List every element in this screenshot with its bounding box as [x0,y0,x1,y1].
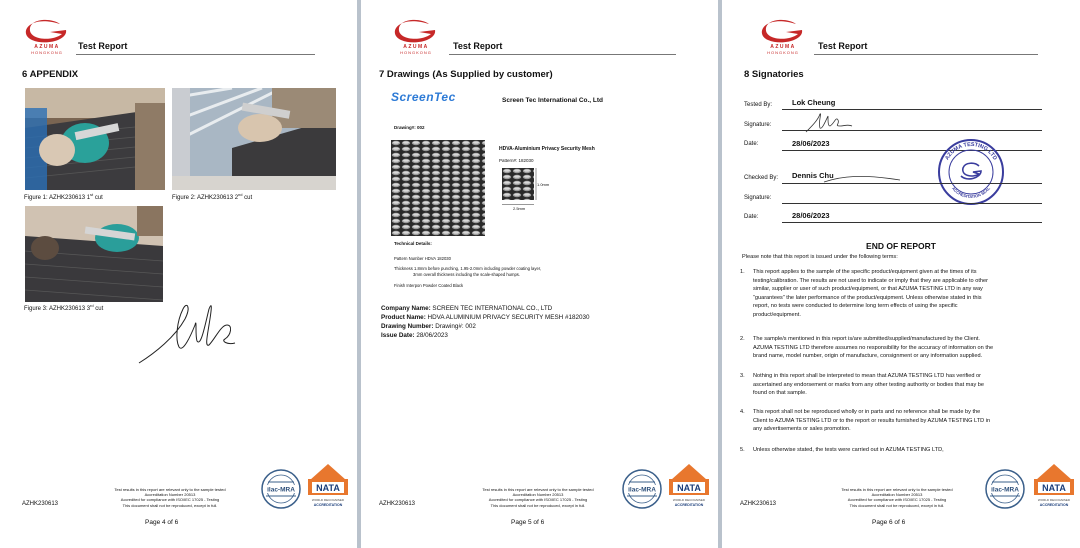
header-divider [814,54,1038,55]
report-page-6 [722,0,1080,548]
logo-text: AZUMA [403,44,429,50]
section-heading: 6 APPENDIX [22,69,79,80]
svg-text:WORLD RECOGNISED: WORLD RECOGNISED [672,498,706,502]
mesh-pattern-image [391,140,485,236]
svg-text:ilac-MRA: ilac-MRA [991,486,1019,494]
checked-by-name: Dennis Chu [792,171,834,180]
signature-line [782,109,1042,110]
signature-line [782,130,1042,131]
term-clause: 4. This report shall not be reproduced wholly or in parts and no reference shall be made by the Client to AZUMA TESTING LTD or to the report or results furnished by AZUMA TESTING LTD in any advertisements or sales promotion. [740,409,991,432]
header-divider [449,54,676,55]
tech-heading: Technical Details: [394,241,432,246]
tested-date: 28/06/2023 [792,139,830,148]
azuma-g-icon [22,18,72,44]
nata-logo [1032,462,1076,510]
header-divider [76,54,315,55]
tested-by-name: Lok Cheung [792,98,836,107]
svg-text:WORLD RECOGNISED: WORLD RECOGNISED [311,498,345,502]
page-number: Page 5 of 6 [511,519,545,526]
signature-label: Signature: [744,195,772,201]
report-id: AZHK230613 [22,501,59,507]
tech-line: 3mm overall thickness including the scale-shaped humps. [413,272,521,277]
svg-text:ACCREDITATION: ACCREDITATION [1039,503,1069,507]
term-clause: 3. Nothing in this report shall be interpreted to mean that AZUMA TESTING LTD has verified or ascertained any endorsement or marks from any other testing authority or bodies that may be found on that sample. [740,373,985,396]
figure-1-caption: Figure 1: AZHK230613 1st cut [24,192,103,201]
azuma-logo [22,18,72,58]
report-id: AZHK230613 [740,501,777,507]
brand-name: Screen Tec International Co., Ltd [502,97,604,104]
footer-note: Test results in this report are relevant only to the sample tested Accreditation Number 20513 Accredited for compliance with ISO/IEC 17025 - Testing This document shall not be reproduced, except in full. [841,486,953,508]
azuma-g-icon [758,18,808,44]
section-heading: 7 Drawings (As Supplied by customer) [379,69,553,80]
svg-text:ilac-MRA: ilac-MRA [628,486,656,494]
svg-text:NATA: NATA [677,483,701,493]
tech-line: Finish Interpon Powder Coated Black [394,283,464,288]
term-clause: 1. This report applies to the sample of the specific product/equipment given at the times of its testing/calibration. The results are not used to indicate or imply that they are applicable to other similar, supplier or user of such product/equipment, or that AZUMA TESTING LTD in any way “guarantees” the later performance of the product/equipment. Unless otherwise stated in this report, no tests were conducted to determine long term effects of using the specific product/equipment. [740,269,988,318]
figure-3-caption: Figure 3: AZHK230613 3rd cut [24,303,104,312]
mesh-title: HDVA-Aluminium Privacy Security Mesh [499,146,595,152]
tested-by-label: Tested By: [744,102,773,108]
handwritten-signature [135,295,245,367]
info-company: Company Name: SCREEN TEC INTERNATIONAL CO., LTD [381,305,553,312]
date-label: Date: [744,141,759,147]
page-number: Page 6 of 6 [872,519,906,526]
nata-logo [306,462,350,510]
info-issue-date: Issue Date: 28/06/2023 [381,332,448,339]
report-page-5 [361,0,718,548]
drawing-number: Drawing#: 002 [394,125,425,130]
svg-text:NATA: NATA [316,483,340,493]
signature-line [782,222,1042,223]
report-page-4 [0,0,357,548]
svg-text:ACCREDITATION: ACCREDITATION [313,503,343,507]
mesh-pattern-number: Pattern#: 182030 [499,158,534,163]
mesh-detail-image [502,168,534,200]
accreditation-seal-stamp [937,138,1005,206]
azuma-g-icon [391,18,441,44]
logo-text: AZUMA [34,44,60,50]
checked-by-label: Checked By: [744,175,779,181]
logo-text: AZUMA [770,44,796,50]
terms-note: Please note that this report is issued under the following terms: [742,254,898,260]
term-clause: 2. The sample/s mentioned in this report is/are submitted/supplied/manufactured by the Client. AZUMA TESTING LTD therefore assumes no responsibility for the accuracy of information on the brand name, model number, origin of manufacture, consignment or any information supplied. [740,336,994,359]
svg-text:ilac-MRA: ilac-MRA [267,486,295,494]
figure-2-photo [172,88,336,190]
azuma-logo [391,18,441,58]
nata-logo [667,462,711,510]
logo-subtext: HONGKONG [767,50,799,55]
dimension-vertical: 1.0mm [537,182,550,187]
ilac-mra-logo [621,468,663,510]
footer-note: Test results in this report are relevant only to the sample tested Accreditation Number 20513 Accredited for compliance with ISO/IEC 17025 - Testing This document shall not be reproduced, except in full. [114,486,226,508]
figure-2-caption: Figure 2: AZHK230613 2nd cut [172,192,253,201]
report-id: AZHK230613 [379,501,416,507]
svg-text:AZUMA TESTING LTD: AZUMA TESTING LTD [944,141,998,162]
ilac-mra-logo [984,468,1026,510]
logo-subtext: HONGKONG [400,50,432,55]
logo-subtext: HONGKONG [31,50,63,55]
term-clause: 5. Unless otherwise stated, the tests were carried out in AZUMA TESTING LTD, [740,447,944,453]
signature-line [782,203,1042,204]
info-product: Product Name: HDVA ALUMINIUM PRIVACY SECURITY MESH #182030 [381,314,590,321]
footer-note: Test results in this report are relevant only to the sample tested Accreditation Number 20513 Accredited for compliance with ISO/IEC 17025 - Testing This document shall not be reproduced, except in full. [482,486,594,508]
signature-label: Signature: [744,122,772,128]
tech-line: Thickness 1.8mm before punching, 1.95-2.0mm including powder coating layer, [394,266,542,271]
report-title: Test Report [78,41,128,51]
signature-line [782,183,1042,184]
tech-line: Pattern Number HDVA 182030 [394,256,451,261]
report-title: Test Report [818,41,868,51]
date-label: Date: [744,214,759,220]
dimension-horizontal: 2.5mm [513,206,526,211]
info-drawing-number: Drawing Number: Drawing#: 002 [381,323,476,330]
svg-text:NATA: NATA [1042,483,1066,493]
figure-1-photo [25,88,165,190]
end-of-report-title: END OF REPORT [866,241,936,251]
svg-text:WORLD RECOGNISED: WORLD RECOGNISED [1037,498,1071,502]
svg-text:ACCREDITATION SEAL: ACCREDITATION SEAL [950,185,992,200]
screentec-logo: ScreenTec [391,90,456,104]
report-title: Test Report [453,41,503,51]
svg-text:ACCREDITATION: ACCREDITATION [674,503,704,507]
page-number: Page 4 of 6 [145,519,179,526]
checked-date: 28/06/2023 [792,211,830,220]
azuma-logo [758,18,808,58]
figure-3-photo [25,206,163,302]
section-heading: 8 Signatories [744,69,804,80]
ilac-mra-logo [260,468,302,510]
